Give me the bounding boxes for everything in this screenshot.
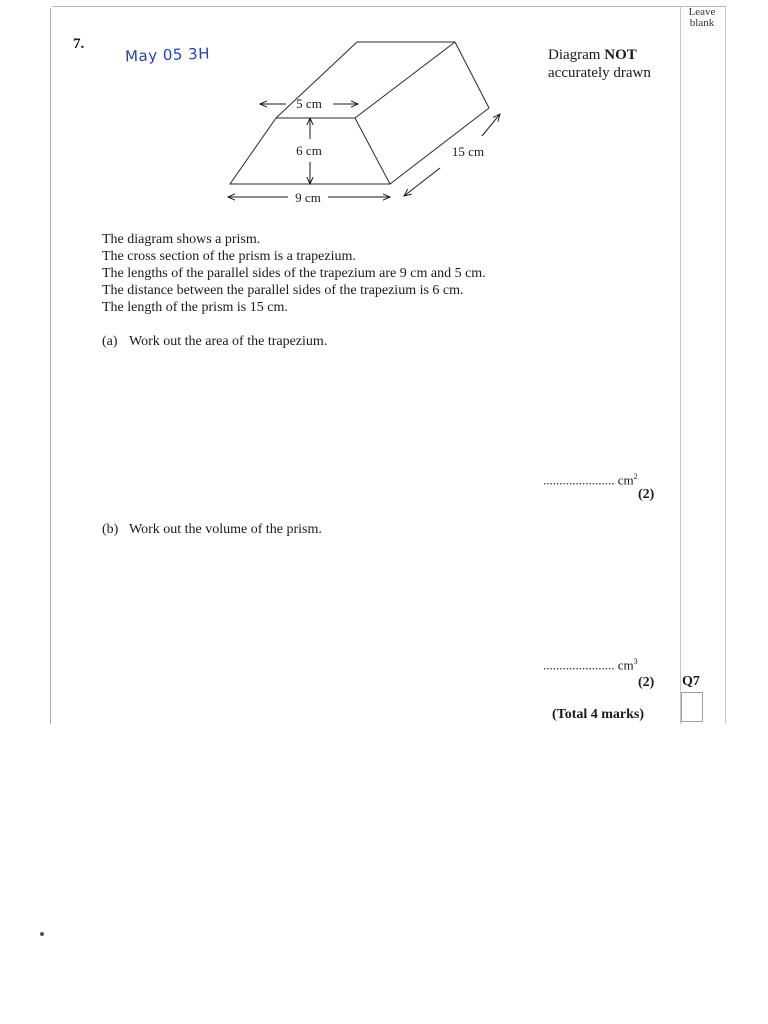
stem-line: The cross section of the prism is a trapezium. xyxy=(102,249,356,264)
leave-blank-column xyxy=(680,6,726,724)
leave-blank-label xyxy=(680,7,724,29)
diagram-note xyxy=(548,46,651,82)
part-a-letter: (a) xyxy=(102,334,118,349)
blank-label: blank xyxy=(689,17,715,29)
stem-line: The length of the prism is 15 cm. xyxy=(102,300,288,315)
stem-line: The diagram shows a prism. xyxy=(102,232,261,247)
part-b-answer-line[interactable] xyxy=(543,657,638,673)
part-a-marks: (2) xyxy=(638,487,655,502)
prism-edge-top-right xyxy=(355,42,455,118)
leave-label: Leave xyxy=(688,6,716,18)
height-label: 6 cm xyxy=(296,143,322,158)
length-arrow-down xyxy=(404,168,440,196)
question-code: Q7 xyxy=(682,674,700,689)
prism-edge-back-right xyxy=(455,42,489,108)
scan-speck xyxy=(39,931,44,936)
examiner-mark-box xyxy=(681,692,703,722)
length-arrow-up xyxy=(482,114,500,136)
total-marks: (Total 4 marks) xyxy=(552,707,645,722)
answer-unit: cm xyxy=(617,472,634,488)
part-b-marks: (2) xyxy=(638,675,655,690)
part-b-letter: (b) xyxy=(102,522,119,537)
diagram-note-line2: accurately drawn xyxy=(548,65,651,81)
stem-line: The distance between the parallel sides of the trapezium is 6 cm. xyxy=(102,283,464,298)
page-border-left xyxy=(50,8,51,724)
diagram-note-prefix: Diagram xyxy=(548,47,605,63)
part-a xyxy=(102,334,327,350)
bottom-width-label: 9 cm xyxy=(295,190,321,205)
stem-line: The lengths of the parallel sides of the trapezium are 9 cm and 5 cm. xyxy=(102,266,486,281)
answer-power: 2 xyxy=(633,472,638,481)
part-a-answer-line[interactable] xyxy=(543,472,638,488)
page-border-top xyxy=(52,6,726,7)
answer-dots: ...................... xyxy=(543,657,615,673)
handwritten-note: May 05 3H xyxy=(124,44,211,66)
question-number: 7. xyxy=(73,36,85,52)
answer-power: 3 xyxy=(633,657,638,666)
part-b-text: Work out the volume of the prism. xyxy=(129,522,322,537)
length-label: 15 cm xyxy=(451,144,485,159)
top-width-label: 5 cm xyxy=(296,96,322,111)
answer-dots: ...................... xyxy=(543,472,615,488)
prism-diagram xyxy=(220,38,510,218)
part-a-text: Work out the area of the trapezium. xyxy=(129,334,328,349)
part-b xyxy=(102,522,322,538)
answer-unit: cm xyxy=(617,657,634,673)
diagram-note-bold: NOT xyxy=(604,47,637,63)
question-stem xyxy=(102,231,486,316)
